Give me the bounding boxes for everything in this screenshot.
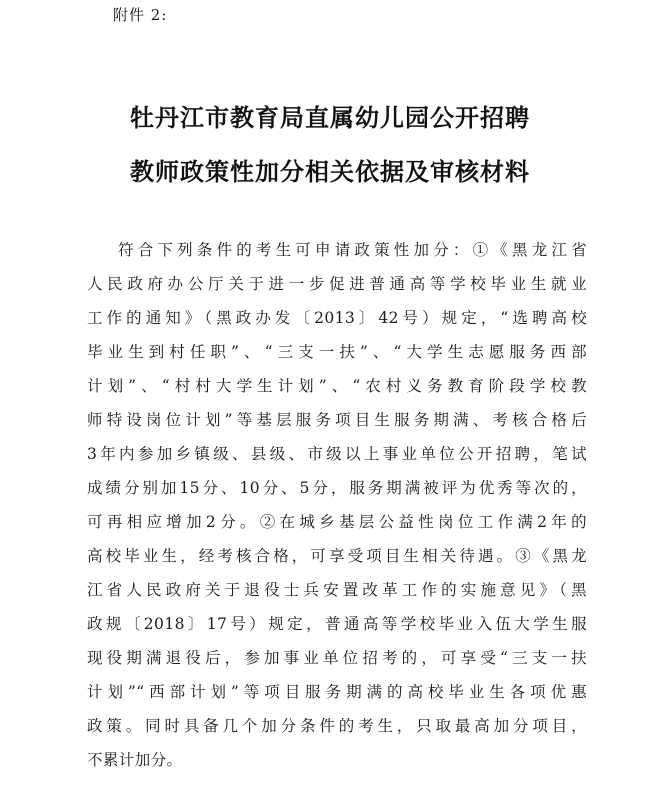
paragraph-line: 符合下列条件的考生可申请政策性加分：①《黑龙江省 xyxy=(118,241,587,259)
paragraph-line: 政规〔2018〕17号）规定，普通高等学校毕业入伍大学生服 xyxy=(87,615,587,633)
paragraph-line: 不累计加分。 xyxy=(87,751,183,769)
paragraph-line: 江省人民政府关于退役士兵安置改革工作的实施意见》（黑 xyxy=(87,581,587,599)
attachment-label: 附件 2: xyxy=(113,6,168,24)
paragraph-line: 可再相应增加2分。②在城乡基层公益性岗位工作满2年的 xyxy=(87,513,587,531)
paragraph-line: 计划”、“村村大学生计划”、“农村义务教育阶段学校教 xyxy=(87,377,587,395)
paragraph-line: 人民政府办公厅关于进一步促进普通高等学校毕业生就业 xyxy=(87,275,587,293)
document-title-line-2: 教师政策性加分相关依据及审核材料 xyxy=(130,158,530,186)
paragraph-line: 师特设岗位计划”等基层服务项目生服务期满、考核合格后 xyxy=(87,411,587,429)
document-title-line-1: 牡丹江市教育局直属幼儿园公开招聘 xyxy=(130,104,530,132)
paragraph-line: 3年内参加乡镇级、县级、市级以上事业单位公开招聘，笔试 xyxy=(87,445,587,463)
paragraph-line: 高校毕业生，经考核合格，可享受项目生相关待遇。③《黑龙 xyxy=(87,547,587,565)
paragraph-line: 政策。同时具备几个加分条件的考生，只取最高加分项目， xyxy=(87,717,587,735)
paragraph-line: 毕业生到村任职”、“三支一扶”、“大学生志愿服务西部 xyxy=(87,343,587,361)
paragraph-line: 计划”“西部计划”等项目服务期满的高校毕业生各项优惠 xyxy=(87,683,587,701)
paragraph-line: 现役期满退役后，参加事业单位招考的，可享受“三支一扶 xyxy=(87,649,587,667)
paragraph-line: 成绩分别加15分、10分、5分，服务期满被评为优秀等次的， xyxy=(87,479,587,497)
paragraph-line: 工作的通知》（黑政办发〔2013〕42号）规定，“选聘高校 xyxy=(87,309,587,327)
policy-paragraph xyxy=(87,233,587,777)
